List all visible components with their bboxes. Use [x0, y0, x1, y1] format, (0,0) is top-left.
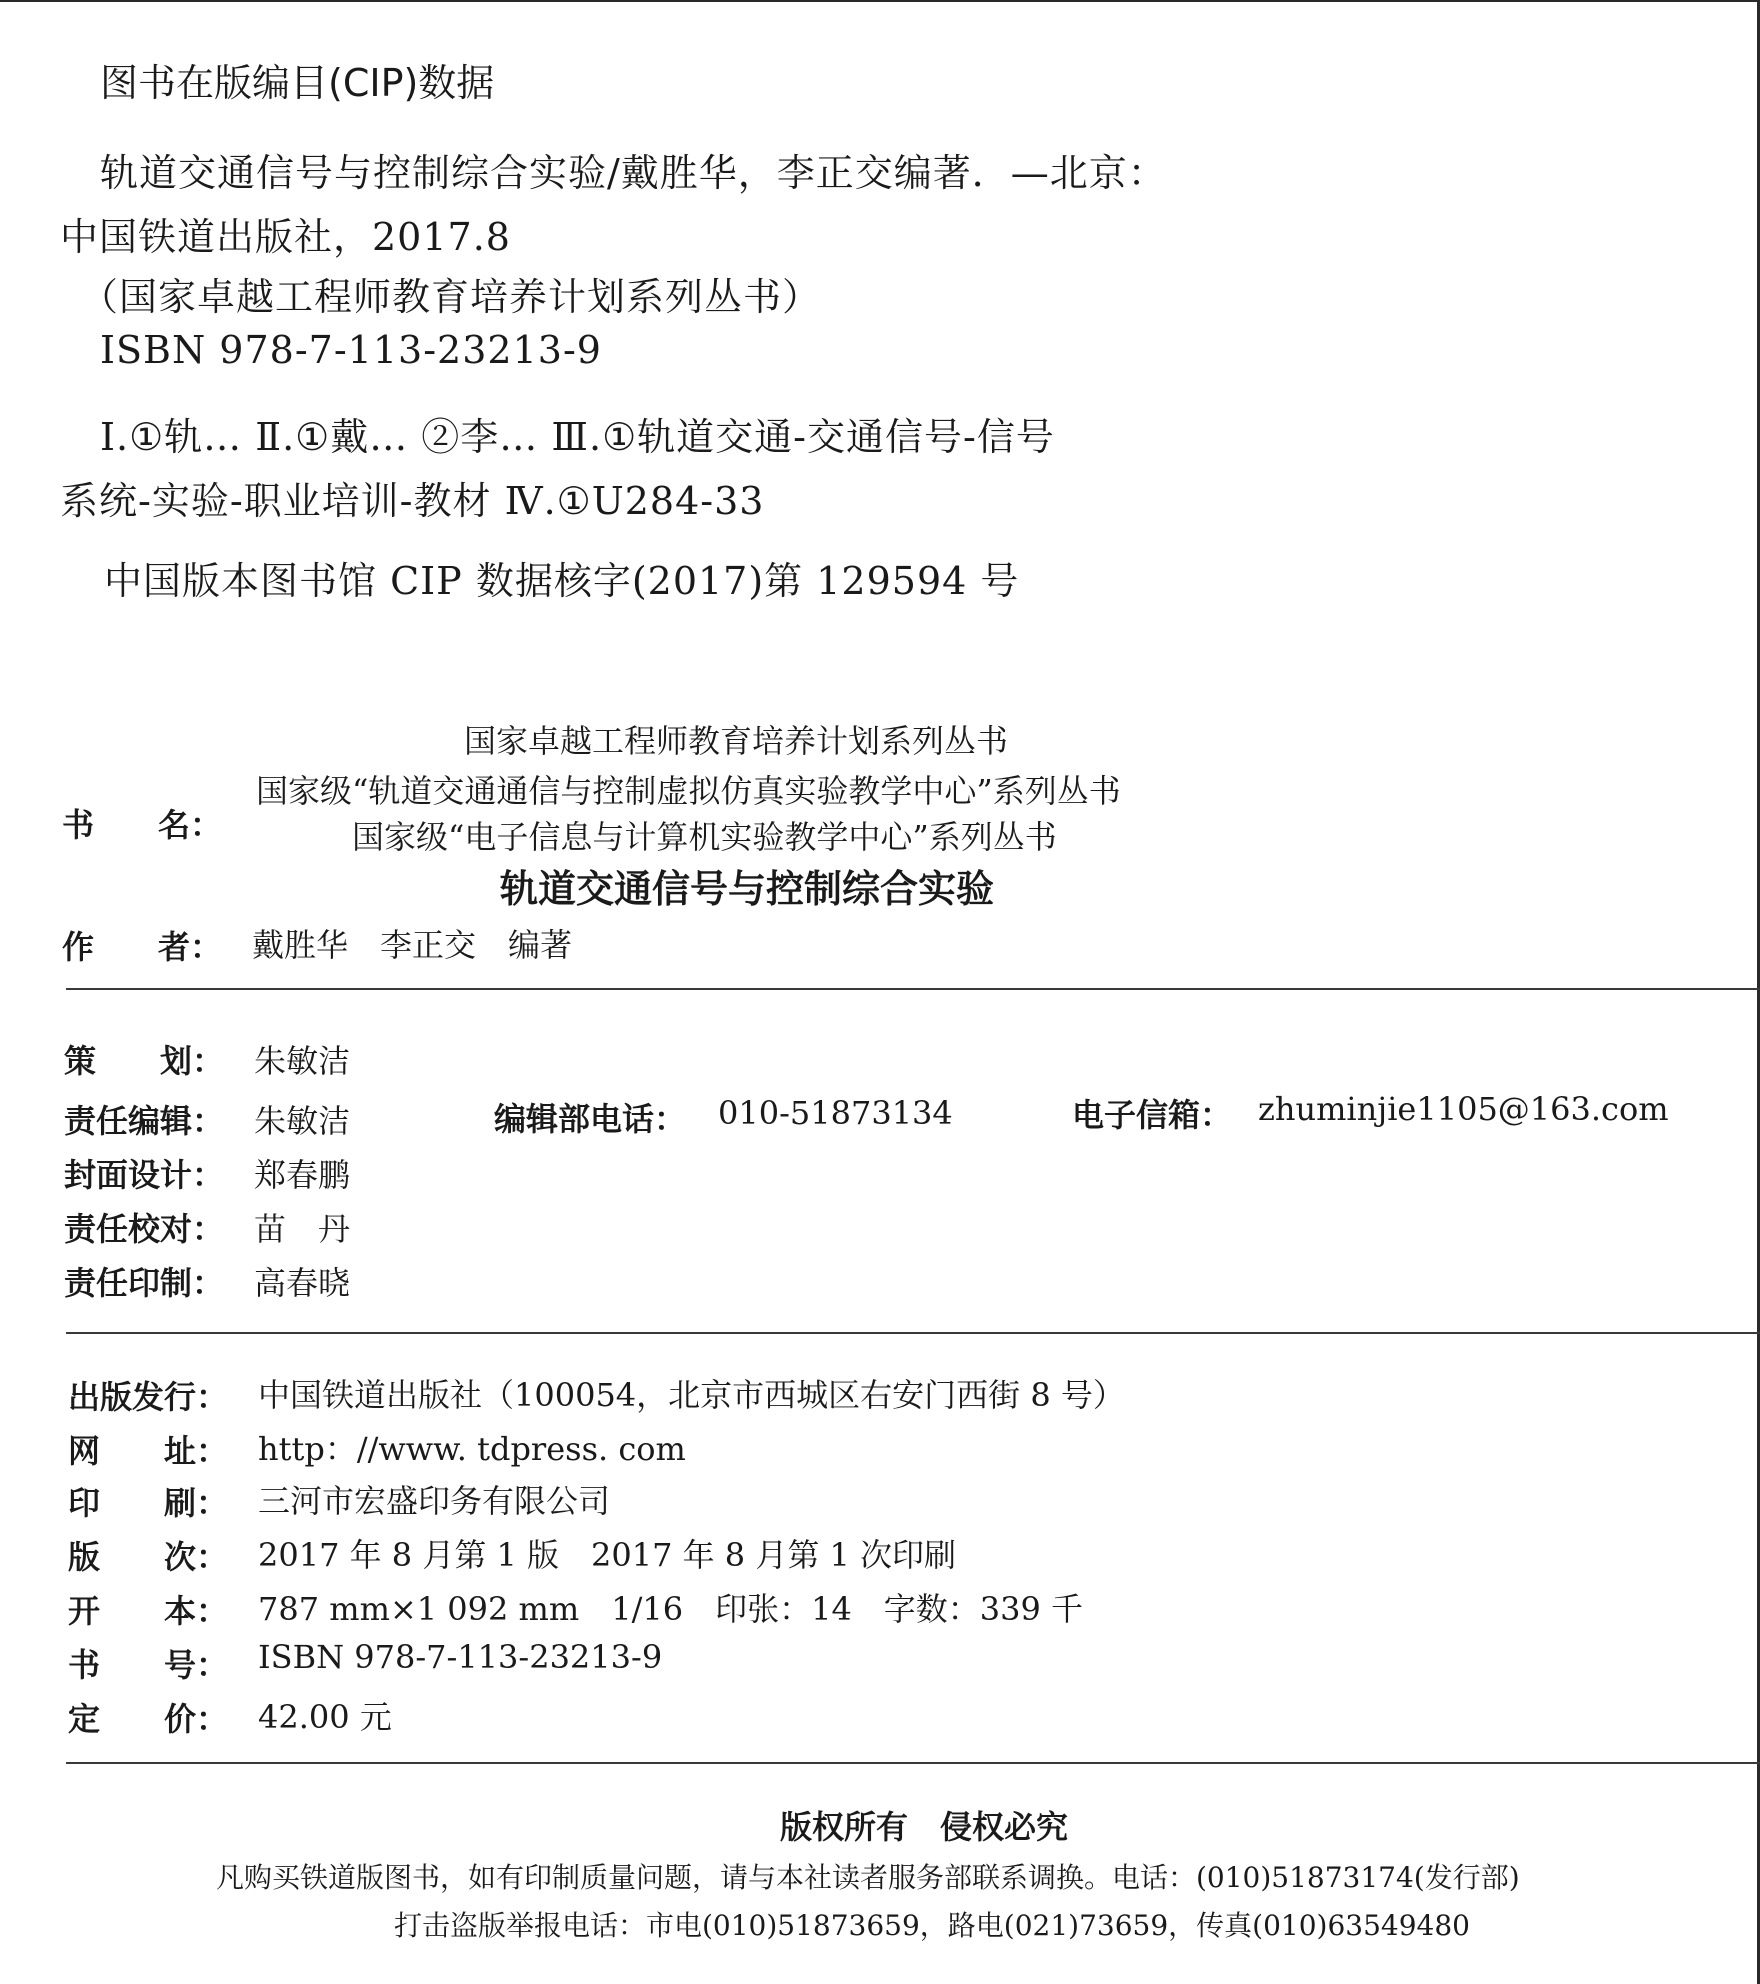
author-label: 作 者：	[62, 928, 223, 966]
cip-line-7: 中国版本图书馆 CIP 数据核字(2017)第 129594 号	[104, 559, 1020, 603]
divider-1	[66, 988, 1760, 990]
divider-2	[66, 1332, 1760, 1334]
proof-value: 苗 丹	[254, 1210, 351, 1248]
price-label: 定 价：	[68, 1700, 229, 1738]
cover-label: 封面设计：	[64, 1156, 225, 1194]
series-3: 国家级“电子信息与计算机实验教学中心”系列丛书	[352, 818, 1057, 856]
edition-label: 版 次：	[68, 1538, 229, 1576]
format-value: 787 mm×1 092 mm 1/16 印张：14 字数：339 千	[258, 1590, 1084, 1628]
planner-value: 朱敏洁	[254, 1042, 351, 1080]
printer-label: 印 刷：	[68, 1484, 229, 1522]
email-label: 电子信箱：	[1072, 1096, 1233, 1134]
anti-piracy-notice: 打击盗版举报电话：市电(010)51873659，路电(021)73659，传真(010)63549480	[394, 1909, 1470, 1942]
series-1: 国家卓越工程师教育培养计划系列丛书	[464, 722, 1009, 760]
url-label: 网 址：	[68, 1432, 229, 1470]
cip-line-6: 系统-实验-职业培训-教材 Ⅳ.①U284-33	[60, 479, 765, 523]
series-2: 国家级“轨道交通通信与控制虚拟仿真实验教学中心”系列丛书	[256, 772, 1121, 810]
phone-value: 010-51873134	[718, 1094, 953, 1132]
editor-value: 朱敏洁	[254, 1102, 351, 1140]
copyright-notice: 版权所有 侵权必究	[780, 1808, 1069, 1846]
cip-line-2: 中国铁道出版社，2017.8	[60, 215, 511, 259]
editor-label: 责任编辑：	[64, 1102, 225, 1140]
printer-value: 三河市宏盛印务有限公司	[258, 1482, 611, 1520]
cip-line-4: ISBN 978-7-113-23213-9	[100, 328, 602, 372]
cip-heading: 图书在版编目(CIP)数据	[100, 61, 495, 105]
proof-label: 责任校对：	[64, 1210, 225, 1248]
price-value: 42.00 元	[258, 1698, 392, 1736]
url-value: http：//www. tdpress. com	[258, 1430, 686, 1468]
publisher-value: 中国铁道出版社（100054，北京市西城区右安门西街 8 号）	[258, 1376, 1125, 1414]
cover-value: 郑春鹏	[254, 1156, 351, 1194]
cip-line-3: （国家卓越工程师教育培养计划系列丛书）	[80, 275, 822, 319]
service-notice: 凡购买铁道版图书，如有印制质量问题，请与本社读者服务部联系调换。电话：(010)51873174(发行部)	[216, 1861, 1520, 1894]
email-value: zhuminjie1105@163.com	[1258, 1090, 1669, 1128]
publisher-label: 出版发行：	[68, 1378, 229, 1416]
cip-line-5: Ⅰ.①轨… Ⅱ.①戴… ②李… Ⅲ.①轨道交通-交通信号-信号	[100, 415, 1055, 459]
isbn-value: ISBN 978-7-113-23213-9	[258, 1638, 663, 1676]
author-value: 戴胜华 李正交 编著	[252, 926, 573, 964]
format-label: 开 本：	[68, 1592, 229, 1630]
divider-3	[66, 1762, 1760, 1764]
page-border-top	[0, 0, 1760, 2]
edition-value: 2017 年 8 月第 1 版 2017 年 8 月第 1 次印刷	[258, 1536, 957, 1574]
print-value: 高春晓	[254, 1264, 351, 1302]
print-label: 责任印制：	[64, 1264, 225, 1302]
cip-line-1: 轨道交通信号与控制综合实验/戴胜华，李正交编著．—北京：	[100, 151, 1167, 195]
phone-label: 编辑部电话：	[494, 1100, 687, 1138]
book-name-label: 书 名：	[62, 806, 223, 844]
planner-label: 策 划：	[64, 1042, 225, 1080]
book-title: 轨道交通信号与控制综合实验	[500, 867, 995, 911]
isbn-label: 书 号：	[68, 1646, 229, 1684]
